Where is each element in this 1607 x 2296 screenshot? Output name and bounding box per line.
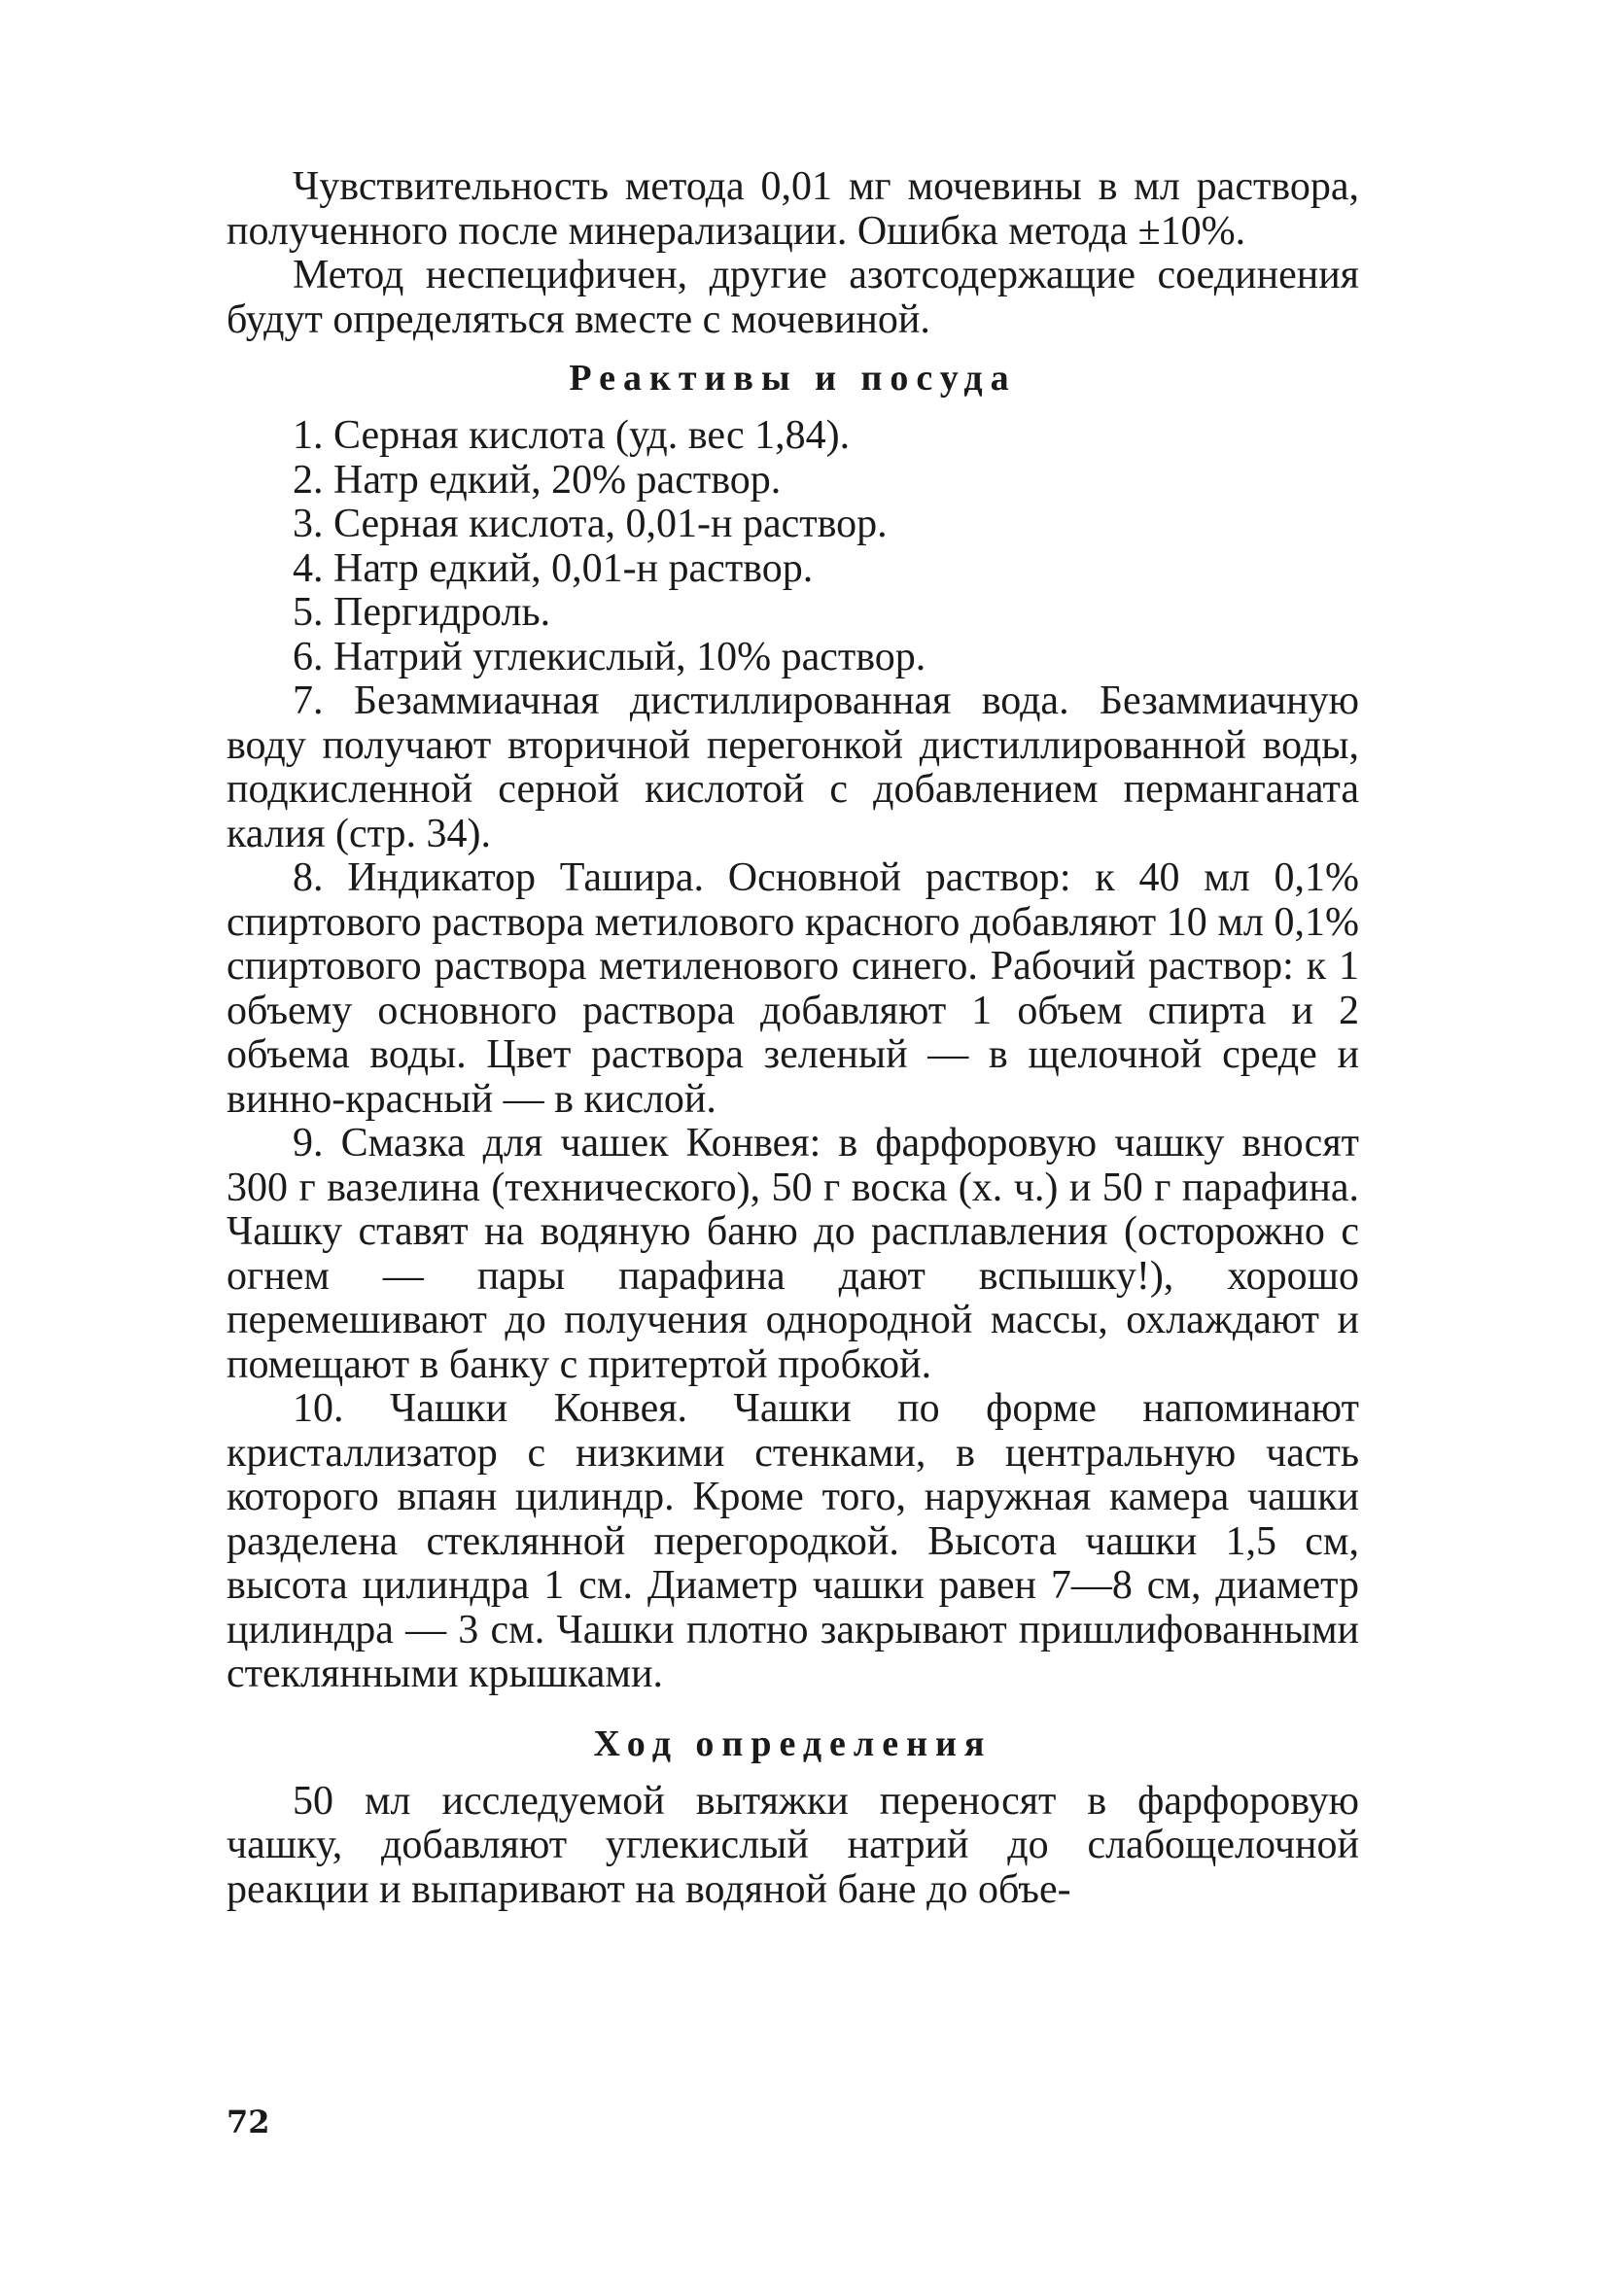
reagent-item-1: 1. Серная кислота (уд. вес 1,84). xyxy=(293,413,851,458)
reagent-list xyxy=(227,414,1359,1697)
page-number: 72 xyxy=(227,2104,270,2140)
reagent-item-9: 9. Смазка для чашек Конвея: в фарфоровую чашку вносят 300 г вазелина (технического), 50 г воска (х. ч.) и 50 г парафина. Чашку ставят на водяную баню до расплавления (осторожно с огнем — пары парафина дают вспышку!), хорошо перемешивают до получения однородной массы, охлаждают и помещают в банку с притертой пробкой. xyxy=(227,1121,1359,1387)
reagent-item-2: 2. Натр едкий, 20% раствор. xyxy=(293,457,782,503)
reagent-item-10: 10. Чашки Конвея. Чашки по форме напоминают кристаллизатор с низкими стенками, в центральную часть которого впаян цилиндр. Кроме того, наружная камера чашки разделена стеклянной перегородкой. Высота чашки 1,5 см, высота цилиндра 1 см. Диаметр чашки равен 7—8 см, диаметр цилиндра — 3 см. Чашки плотно закрывают пришлифованными стеклянными крышками. xyxy=(227,1386,1359,1696)
reagent-item-3: 3. Серная кислота, 0,01-н раствор. xyxy=(293,502,888,546)
reagent-item-7: 7. Безаммиачная дистиллированная вода. Безаммиачную воду получают вторичной перегонкой дистиллированной воды, подкисленной серной кислотой с добавлением перманганата калия (стр. 34). xyxy=(227,678,1359,856)
specificity-paragraph: Метод неспецифичен, другие азотсодержащие соединения будут определяться вместе с мочевиной. xyxy=(227,253,1359,342)
reagents-heading: Реактивы и посуда xyxy=(569,358,1017,399)
reagent-item-4: 4. Натр едкий, 0,01-н раствор. xyxy=(293,545,814,591)
book-page xyxy=(227,165,1359,2187)
reagent-item-8: 8. Индикатор Ташира. Основной раствор: к 40 мл 0,1% спиртового раствора метилового красного добавляют 10 мл 0,1% спиртового раствора метиленового синего. Рабочий раствор: к 1 объему основного раствора добавляют 1 объем спирта и 2 объема воды. Цвет раствора зеленый — в щелочной среде и винно-красный — в кислой. xyxy=(227,855,1359,1122)
reagent-item-5: 5. Пергидроль. xyxy=(293,590,551,635)
sensitivity-paragraph: Чувствительность метода 0,01 мг мочевины в мл раствора, полученного после минерализации. Ошибка метода ±10%. xyxy=(227,164,1359,254)
reagent-item-6: 6. Натрий углекислый, 10% раствор. xyxy=(293,634,926,679)
procedure-paragraph: 50 мл исследуемой вытяжки переносят в фарфоровую чашку, добавляют углекислый натрий до слабощелочной реакции и выпаривают на водяной бане до объе- xyxy=(227,1778,1359,1912)
procedure-heading: Ход определения xyxy=(593,1722,993,1764)
